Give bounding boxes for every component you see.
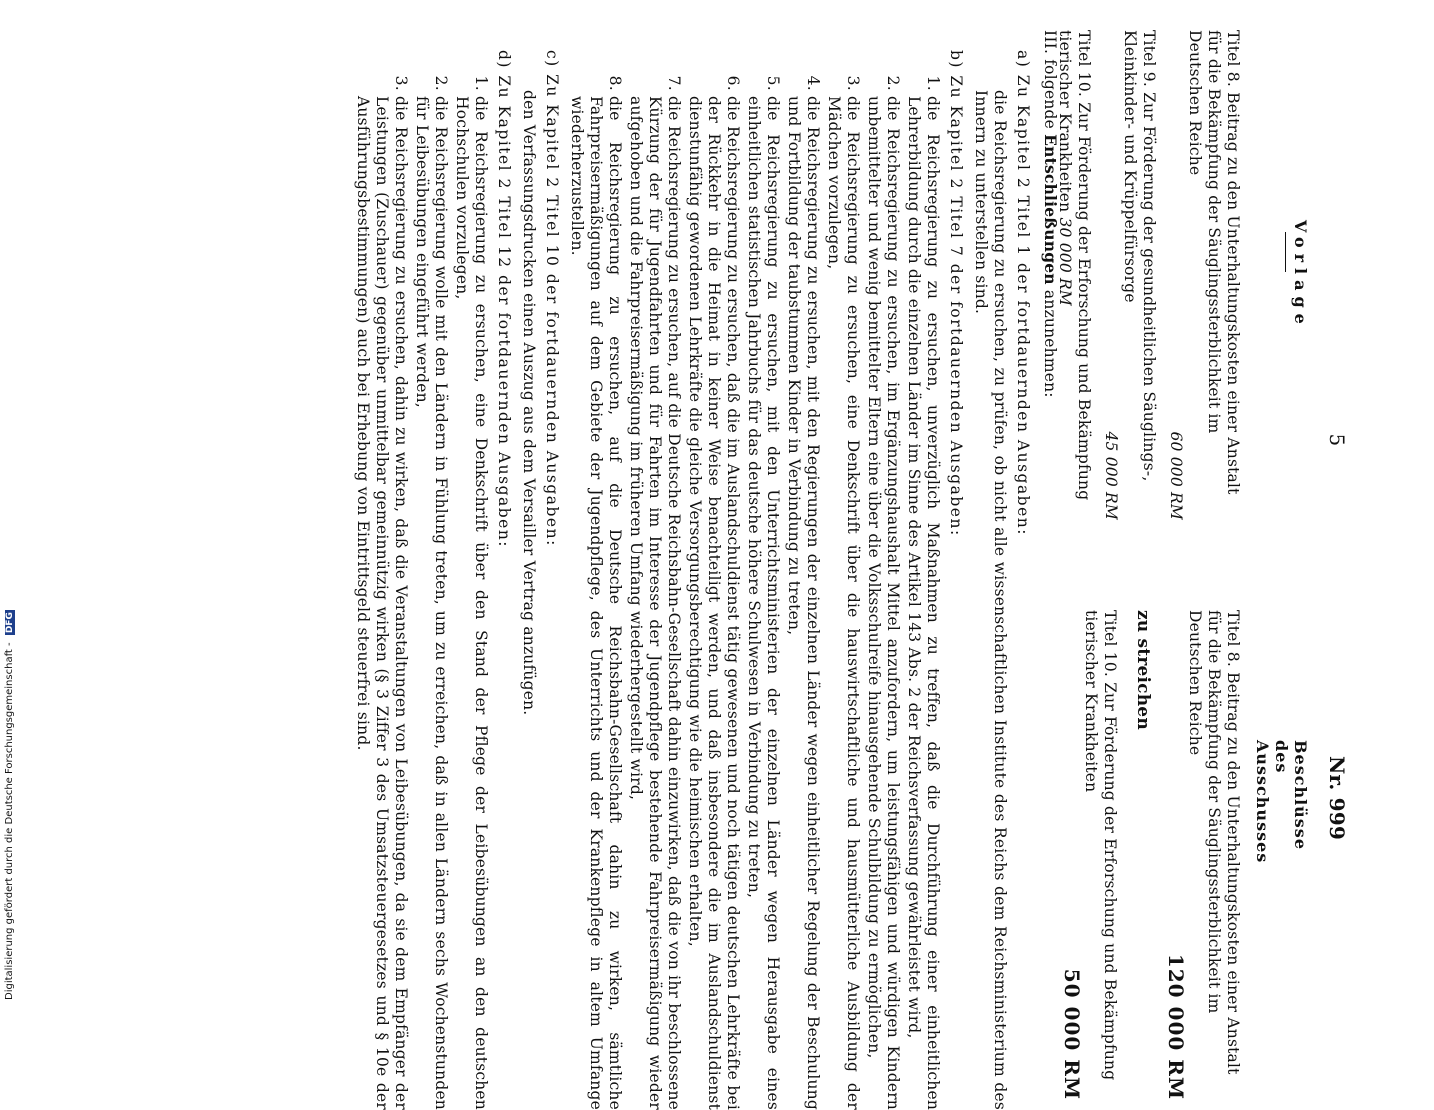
subsection-b-list <box>567 70 942 1110</box>
subsection-c-heading: c) Zu Kapitel 2 Titel 10 der fortdauernden Ausgaben: <box>543 50 561 547</box>
titel-amount: 120 000 RM <box>1164 953 1188 1100</box>
list-item: 3. die Reichsregierung zu ersuchen, dahin zu wirken, daß die Veranstaltungen von Leibesübungen, da sie dem Empfänger der Leistungen (Zuschauer) gegenüber unmittelbar gemeinnützig wirken (§ 3 Ziffer 3 des Umsatzsteuergesetzes und § 10e der Ausführungsbestimmungen) auch bei Erhebung von Eintrittsgeld steuerfrei sind. <box>353 96 410 1110</box>
resolutions-body <box>349 30 1060 1110</box>
list-item: 1. die Reichsregierung zu ersuchen, eine Denkschrift über den Stand der Pflege der Leibesübungen an den deutschen Hochschulen vorzulegen, <box>452 96 490 1110</box>
titel-label: Titel 9. <box>1140 30 1158 87</box>
dfg-logo: DFG <box>5 612 15 634</box>
titel-label: Titel 8. <box>1224 30 1242 87</box>
heading-divider <box>1285 232 1286 272</box>
titel-amount: 50 000 RM <box>1060 968 1084 1100</box>
list-item: 4. die Reichsregierung zu ersuchen, mit den Regierungen der einzelnen Länder wegen einheitlicher Regelung der Beschulung und Fortbildung der taubstummen Kinder in Verbindung zu treten, <box>784 96 822 1110</box>
list-item: 1. die Reichsregierung zu ersuchen, unverzüglich Maßnahmen zu treffen, daß die Durchführung einer einheitlichen Lehrerbildung durch die einzelnen Länder im Sinne des Artikel 143 Abs. 2 der Reichsverfassung gewährleistet wird, <box>904 96 942 1110</box>
titel-amount: 30 000 RM <box>1056 217 1074 307</box>
vorlage-titel8 <box>1166 30 1242 520</box>
beschluesse-titel10 <box>1062 610 1119 1100</box>
titel-label: Titel 10. <box>1101 610 1119 678</box>
list-item: 2. die Reichsregierung wolle mit den Ländern in Fühlung treten, um zu erreichen, daß in allen Ländern sechs Wochenstunden für Leibesübungen eingeführt werden, <box>412 96 450 1110</box>
rotated-document-page <box>150 0 1350 1110</box>
subsection-c-text: den Verfassungsdrucken einen Auszug aus dem Versailler Vertrag anzufügen. <box>520 90 538 716</box>
section-heading <box>1040 30 1060 1110</box>
titel-label: Titel 8. <box>1224 610 1242 667</box>
page-number: 5 <box>1325 433 1349 447</box>
digitization-credit <box>4 0 15 1000</box>
list-item: 7. die Reichsregierung zu ersuchen, auf die Deutsche Reichsbahn-Gesellschaft dahin einzuwirken, daß die von ihr beschlossene Kürzung der für Jugendfahrten und für Fahrten im Interesse der Jugendpflege bestehende Fahrpreisermäßigung wieder aufgehoben und die Fahrpreisermäßigung im früheren Umfang wiederhergestellt wird, <box>626 96 683 1110</box>
titel-text: Zur Förderung der gesundheitlichen Säuglings-, Kleinkinder- und Krüppelfürsorge <box>1121 30 1158 482</box>
titel-label: Titel 10. <box>1075 30 1093 98</box>
vorlage-heading: Vorlage <box>1291 220 1310 330</box>
subsection-d-list <box>353 70 490 1110</box>
subsection-d-heading: d) Zu Kapitel 2 Titel 12 der fortdauernden Ausgaben: <box>495 50 513 549</box>
document-number: Nr. 999 <box>1325 755 1349 840</box>
titel-text: Zur Förderung der Erforschung und Bekämpfung tierischer Krankheiten <box>1056 30 1093 501</box>
list-item: 8. die Reichsregierung zu ersuchen, auf die Deutsche Reichsbahn-Gesellschaft dahin zu wirken, sämtliche Fahrpreisermäßigungen auf dem Gebiete der Jugendpflege, des Unterrichts und der Krankenpflege in altem Umfange wiederherzustellen. <box>567 96 624 1110</box>
beschluesse-titel8 <box>1166 610 1242 1100</box>
list-item: 3. die Reichsregierung zu ersuchen, eine Denkschrift über die hauswirtschaftliche und hausmütterliche Ausbildung der Mädchen vorzulegen, <box>824 96 862 1110</box>
section-bold-word: Entschließungen <box>1041 134 1060 285</box>
vorlage-titel9 <box>1101 30 1158 520</box>
streichen-note: zu streichen <box>1133 610 1153 730</box>
credit-text: Digitalisierung gefördert durch die Deutsche Forschungsgemeinschaft - <box>4 642 15 1000</box>
list-item: 6. die Reichsregierung zu ersuchen, daß die im Auslandschuldienst tätig gewesenen und noch tätigen deutschen Lehrkräfte bei der Rückkehr in die Heimat in keiner Weise benachteiligt werden, und daß insbesondere die im Auslandschuldienst dienstunfähig gewordenen Lehrkräfte die gleiche Versorgungsberechtigung wie die heimischen erhalten, <box>685 96 742 1110</box>
section-suffix: anzunehmen: <box>1041 289 1059 398</box>
titel-text: Beitrag zu den Unterhaltungskosten einer Anstalt für die Bekämpfung der Säuglingssterblichkeit im Deutschen Reiche <box>1186 30 1242 495</box>
titel-text: Zur Förderung der Erforschung und Bekämpfung tierischer Krankheiten <box>1082 610 1119 1081</box>
section-prefix: III. folgende <box>1041 30 1059 130</box>
titel-amount: 60 000 RM <box>1167 431 1185 520</box>
beschluesse-heading: Beschlüsse des Ausschusses <box>1253 740 1310 864</box>
titel-text: Beitrag zu den Unterhaltungskosten einer Anstalt für die Bekämpfung der Säuglingssterblichkeit im Deutschen Reiche <box>1186 610 1242 1075</box>
beschluesse-column <box>1054 610 1242 1100</box>
list-item: 2. die Reichsregierung zu ersuchen, im Ergänzungshaushalt Mittel anzufordern, um leistungsfähigen und würdigen Kindern unbemittelter und wenig bemittelter Eltern eine über die Volksschulreife hinausgehende Schulbildung zu ermöglichen, <box>864 96 902 1110</box>
titel-amount: 45 000 RM <box>1102 431 1120 520</box>
subsection-a-text: die Reichsregierung zu ersuchen, zu prüfen, ob nicht alle wissenschaftlichen Institute des Reichs dem Reichsministerium des Innern zu unterstellen sind. <box>972 90 1009 1110</box>
vorlage-titel10 <box>1055 30 1093 520</box>
list-item: 5. die Reichsregierung zu ersuchen, mit den Unterrichtsministerien der einzelnen Länder wegen Herausgabe eines einheitlichen statistischen Jahrbuchs für das deutsche höhere Schulwesen in Verbindung zu treten, <box>744 96 782 1110</box>
subsection-b-heading: b) Zu Kapitel 2 Titel 7 der fortdauernden Ausgaben: <box>947 50 965 537</box>
vorlage-column <box>1047 30 1242 520</box>
subsection-a-heading: a) Zu Kapitel 2 Titel 1 der fortdauernden Ausgaben: <box>1014 50 1032 536</box>
